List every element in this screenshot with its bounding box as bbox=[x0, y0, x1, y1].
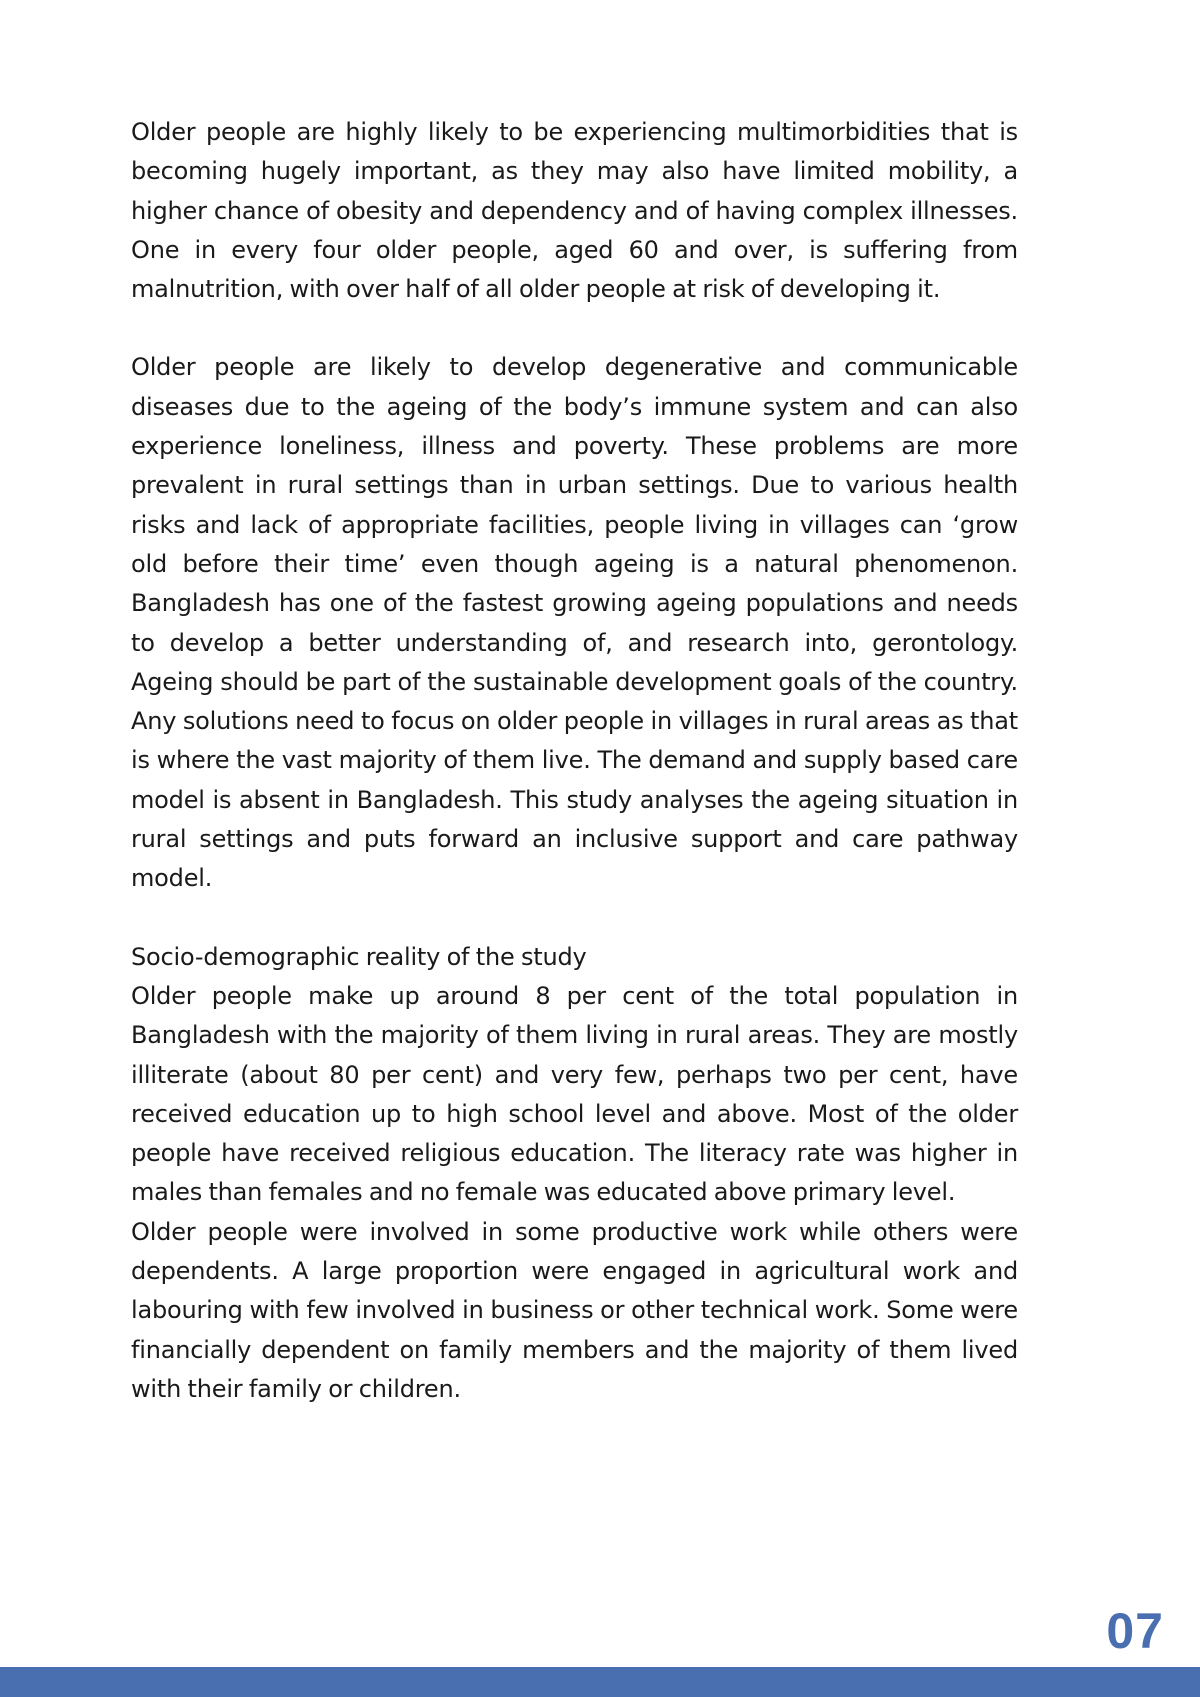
paragraph-productive-work: Older people were involved in some productive work while others were dependents. A large proportion were engaged in agricultural work and labouring with few involved in business or other technical work. Some were financially dependent on family members and the majority of them lived with their family or children. bbox=[131, 1217, 1018, 1403]
section-heading: Socio-demographic reality of the study bbox=[131, 942, 587, 971]
paragraph-population: Older people make up around 8 per cent of the total population in Bangladesh with the majority of them living in rural areas. They are mostly illiterate (about 80 per cent) and very few, perhaps two per cent, have received education up to high school level and above. Most of the older people have received religious education. The literacy rate was higher in males than females and no female was educated above primary level. bbox=[131, 981, 1018, 1207]
paragraph-gap bbox=[131, 899, 1018, 938]
page-body bbox=[131, 113, 1018, 1409]
page-number: 07 bbox=[1106, 1603, 1164, 1659]
paragraph-gap bbox=[131, 309, 1018, 348]
paragraph-multimorbidity: Older people are highly likely to be experiencing multimorbidities that is becoming hugely important, as they may also have limited mobility, a higher chance of obesity and dependency and of having complex illnesses. One in every four older people, aged 60 and over, is suffering from malnutrition, with over half of all older people at risk of developing it. bbox=[131, 118, 1018, 304]
paragraph-degenerative-diseases: Older people are likely to develop degenerative and communicable diseases due to the ageing of the body’s immune system and can also experience loneliness, illness and poverty. These problems are more prevalent in rural settings than in urban settings. Due to various health risks and lack of appropriate facilities, people living in villages can ‘grow old before their time’ even though ageing is a natural phenomenon. Bangladesh has one of the fastest growing ageing populations and needs to develop a better understanding of, and research into, gerontology. Ageing should be part of the sustainable development goals of the country. Any solutions need to focus on older people in villages in rural areas as that is where the vast majority of them live. The demand and supply based care model is absent in Bangladesh. This study analyses the ageing situation in rural settings and puts forward an inclusive support and care pathway model. bbox=[131, 353, 1018, 893]
footer-bar bbox=[0, 1667, 1200, 1697]
